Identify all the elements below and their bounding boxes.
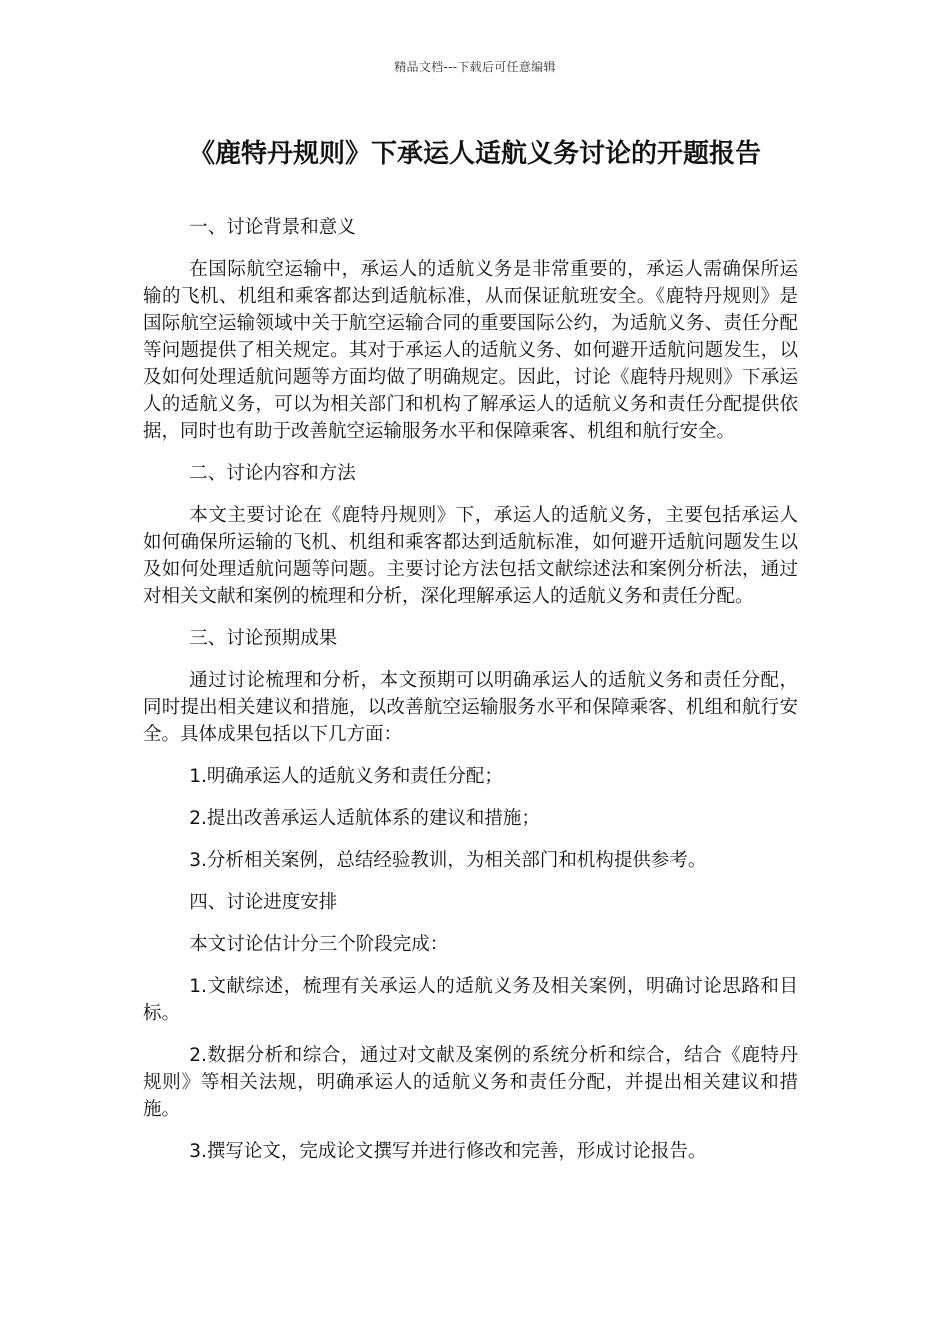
paragraph-expected-results: 通过讨论梳理和分析，本文预期可以明确承运人的适航义务和责任分配，同时提出相关建议和措施，以改善航空运输服务水平和保障乘客、机组和航行安全。具体成果包括以下几方面： [143, 670, 798, 745]
paragraph-content-method: 本文主要讨论在《鹿特丹规则》下，承运人的适航义务，主要包括承运人如何确保所运输的飞机、机组和乘客都达到适航标准，如何避开适航问题发生以及如何处理适航问题等问题。主要讨论方法包括文献综述法和案例分析法，通过对相关文献和案例的梳理和分析，深化理解承运人的适航义务和责任分配。 [143, 505, 798, 607]
page-header-watermark: 精品文档---下载后可任意编辑 [394, 60, 556, 74]
list-item-result-1: 1.明确承运人的适航义务和责任分配； [189, 766, 503, 787]
document-body [143, 214, 798, 1180]
list-item-stage-3: 3.撰写论文，完成论文撰写并进行修改和完善，形成讨论报告。 [189, 1141, 707, 1162]
section-heading-schedule: 四、讨论进度安排 [189, 892, 338, 913]
paragraph-schedule-intro: 本文讨论估计分三个阶段完成： [189, 934, 449, 955]
section-heading-content-method: 二、讨论内容和方法 [189, 463, 356, 484]
list-item-stage-2: 2.数据分析和综合，通过对文献及案例的系统分析和综合，结合《鹿特丹规则》等相关法规，明确承运人的适航义务和责任分配，并提出相关建议和措施。 [143, 1045, 798, 1120]
paragraph-background: 在国际航空运输中，承运人的适航义务是非常重要的，承运人需确保所运输的飞机、机组和乘客都达到适航标准，从而保证航班安全。《鹿特丹规则》是国际航空运输领域中关于航空运输合同的重要国际公约，为适航义务、责任分配等问题提供了相关规定。其对于承运人的适航义务、如何避开适航问题发生，以及如何处理适航问题等方面均做了明确规定。因此，讨论《鹿特丹规则》下承运人的适航义务，可以为相关部门和机构了解承运人的适航义务和责任分配提供依据，同时也有助于改善航空运输服务水平和保障乘客、机组和航行安全。 [143, 259, 798, 442]
document-title: 《鹿特丹规则》下承运人适航义务讨论的开题报告 [188, 139, 761, 169]
section-heading-expected-results: 三、讨论预期成果 [189, 628, 338, 649]
section-heading-background: 一、讨论背景和意义 [189, 217, 356, 238]
list-item-stage-1: 1.文献综述，梳理有关承运人的适航义务及相关案例，明确讨论思路和目标。 [143, 976, 798, 1024]
list-item-result-3: 3.分析相关案例，总结经验教训，为相关部门和机构提供参考。 [189, 850, 707, 871]
list-item-result-2: 2.提出改善承运人适航体系的建议和措施； [189, 808, 540, 829]
